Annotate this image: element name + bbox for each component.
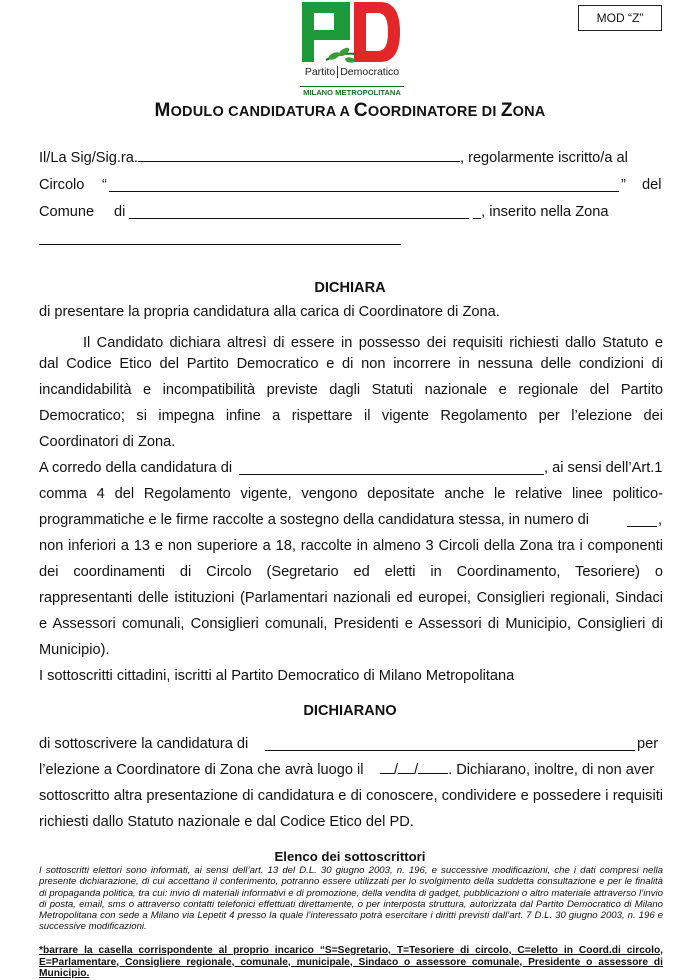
pd-logo-mark — [300, 0, 404, 98]
name-field[interactable] — [138, 161, 460, 162]
p3-text: programmatiche e le firme raccolte a sostegno della candidatura stessa, in numero di — [39, 512, 589, 528]
date-day[interactable] — [380, 773, 394, 774]
comune-field[interactable] — [129, 218, 469, 219]
title-part: ODULO CANDIDATURA A — [170, 104, 354, 120]
dichiara-p3-line: rappresentanti delle istituzioni (Parlamentari nazionali ed europei, Consiglieri regionali, Sindaci — [39, 590, 663, 606]
intro-line-1 — [39, 150, 663, 166]
title-part: ONA — [512, 104, 546, 120]
dichiara-p3-line: Municipio). — [39, 642, 110, 658]
footnote: *barrare la casella corrispondente al proprio incarico “S=Segretario, T=Tesoriere di circolo, C=eletto in Coord.di circolo, E=Parlamentare, Consigliere regionale, comunale, municipale, Sindaco o assessore comunale, Presidente o assessore di Municipio. — [39, 945, 663, 979]
date-year[interactable] — [418, 773, 448, 774]
signatures-count-field[interactable] — [627, 526, 657, 527]
dichiara-p3-line-3 — [39, 512, 663, 528]
dichiara-p3-line: dei coordinamenti di Circolo (Segretario ed eletti in Coordinamento, Tesoriere) o — [39, 564, 663, 580]
zona-field[interactable] — [39, 244, 401, 245]
quote-open: “ — [102, 177, 107, 193]
candidate-field[interactable] — [239, 474, 544, 475]
dichiara-p2-line: Democratico; si impegna infine a rispettare il vigente Regolamento per l’elezione dei — [39, 408, 663, 424]
title-part: M — [154, 100, 171, 121]
dichiara-heading: DICHIARA — [314, 280, 386, 296]
dichiara-p3-line: e Assessori comunali, Consiglieri comunali, Presidenti e Assessori di Municipio, Consiglieri di — [39, 616, 663, 632]
p3-text: , ai sensi dell’Art.1 — [544, 460, 663, 476]
date-sep: / — [414, 762, 419, 778]
dichiarano-line-2 — [39, 762, 663, 778]
date-month[interactable] — [398, 773, 414, 774]
intro-line-2 — [39, 177, 663, 193]
dichiara-p3-line: non inferiori a 13 e non superiore a 18, raccolte in almeno 3 Circoli della Zona tra i componenti — [39, 538, 663, 554]
dichiarano-line-4: richiesti dallo Statuto nazionale e dal Codice Etico del PD. — [39, 814, 414, 830]
privacy-notice: I sottoscritti elettori sono informati, ai sensi dell’art. 13 del D.L. 30 giugno 2003, n. 196, e successive modificazioni, che i dati compresi nella presente dichiarazione, di cui accettano il conferimento, potranno essere utilizzati per lo svolgimento della suddetta consultazione e per le finalità di propaganda politica, tra cui: invio di materiali informativi e di promozione, della vendita di gadget, pubblicazioni o altro materiale attraverso l’invio di posta, email, sms o attraverso contatti telefonici effettuati direttamente, o per interposta struttura, autorizzata dal Partito Democratico di Milano Metropolitana con sede a Milano via Lepetit 4 presso la quale l’interessato potrà esercitare i diritti previsti dall’art. 7 D.L. 30 giugno 2003, n. 196 e successive modificazioni. — [39, 865, 663, 933]
party-name — [300, 66, 404, 78]
title-part: Z — [500, 100, 513, 121]
title-part: C — [353, 100, 368, 121]
intro-text: Circolo — [39, 177, 85, 193]
party-name-right: Democratico — [340, 66, 400, 78]
page-title — [0, 100, 700, 122]
quote-close: ” — [621, 177, 626, 193]
logo-divider — [337, 66, 338, 78]
intro-text: di — [114, 204, 126, 220]
date-field[interactable] — [380, 762, 654, 778]
party-name-left: Partito — [304, 66, 336, 78]
support-candidate-field[interactable] — [265, 750, 635, 751]
dichiarano-line-1 — [39, 736, 663, 752]
dichiara-p2-line: incandidabilità e incompatibilità previste dagli Statuti nazionale e regionale del Partito — [39, 382, 663, 398]
intro-text: Comune — [39, 204, 95, 220]
dichiarano-text: di sottoscrivere la candidatura di — [39, 736, 249, 752]
dichiara-p2-line: Coordinatori di Zona. — [39, 434, 176, 450]
circolo-field[interactable] — [109, 191, 619, 192]
intro-text: Il/La Sig/Sig.ra. — [39, 150, 138, 166]
title-part: OORDINATORE DI — [367, 104, 501, 120]
intro-text: _, inserito nella Zona — [473, 204, 609, 220]
intro-line-3 — [39, 204, 663, 220]
p3-text: , — [658, 512, 663, 528]
p3-text: A corredo della candidatura di — [39, 460, 233, 476]
dichiarano-text: per — [637, 736, 659, 752]
pd-logo — [300, 0, 404, 98]
dichiarano-text: . Dichiarano, inoltre, di non aver — [448, 762, 655, 778]
elenco-heading: Elenco dei sottoscrittori — [274, 849, 426, 864]
dichiarano-heading: DICHIARANO — [303, 703, 397, 719]
dichiarano-text: l’elezione a Coordinatore di Zona che avrà luogo il — [39, 762, 364, 778]
date-sep: / — [394, 762, 399, 778]
dichiarano-line-3: sottoscritto altra presentazione di candidatura e di conoscere, condividere e possedere i requisiti — [39, 788, 663, 804]
dichiara-p4: I sottoscritti cittadini, iscritti al Partito Democratico di Milano Metropolitana — [39, 668, 515, 684]
dichiara-p1: di presentare la propria candidatura alla carica di Coordinatore di Zona. — [39, 304, 500, 320]
dichiara-p2-line: dal Codice Etico del Partito Democratico e di non incorrere in nessuna delle condizioni di — [39, 356, 663, 372]
intro-text: , regolarmente iscritto/a al — [459, 150, 628, 166]
dichiara-p3-line-1 — [39, 460, 663, 476]
mod-label: MOD “Z” — [578, 5, 662, 31]
dichiara-p2-line: Il Candidato dichiara altresì di essere in possesso dei requisiti richiesti dallo Statuto e — [83, 335, 663, 351]
intro-text: del — [642, 177, 662, 193]
party-region: MILANO METROPOLITANA — [300, 86, 404, 97]
dichiara-p3-line: comma 4 del Regolamento vigente, vengono depositate anche le relative linee politico- — [39, 486, 663, 502]
